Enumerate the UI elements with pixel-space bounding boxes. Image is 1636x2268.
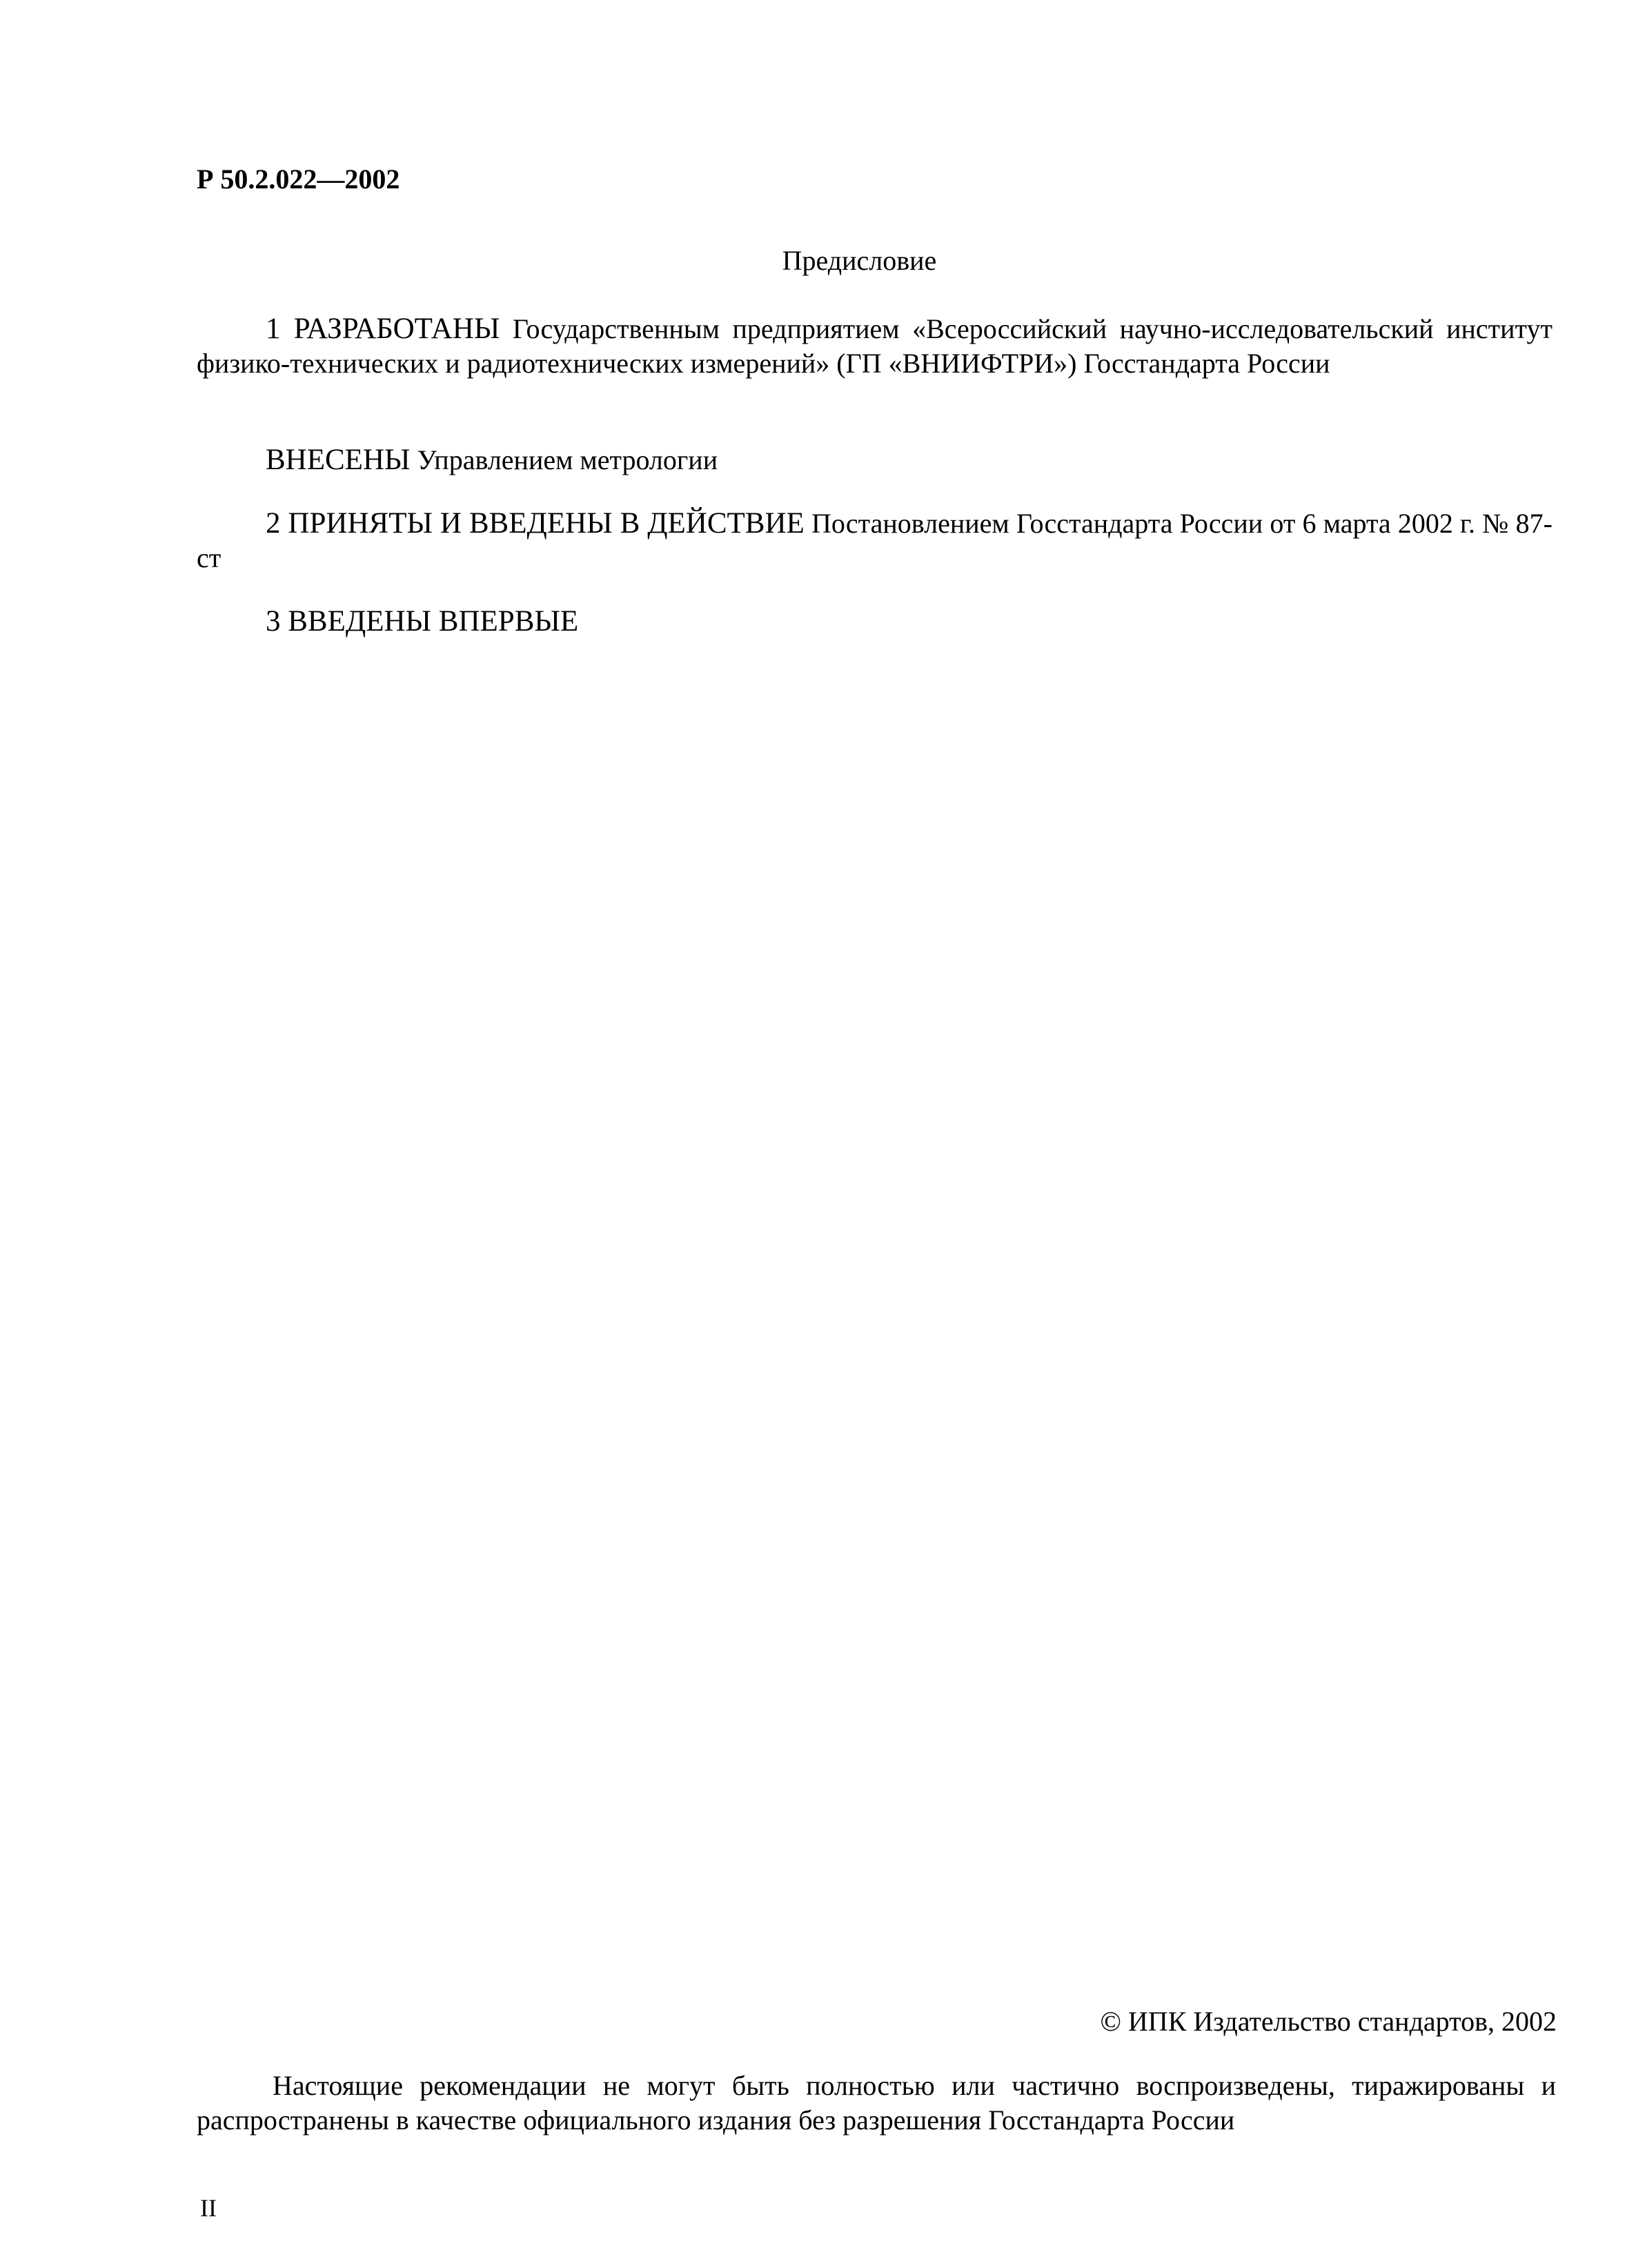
foreword-item-developed — [197, 312, 1553, 381]
foreword-item-text: Постановлением Госстандарта России от 6 марта 2002 г. № 87-ст — [197, 508, 1553, 573]
foreword-item-lead: 3 ВВЕДЕНЫ ВПЕРВЫЕ — [266, 605, 579, 638]
foreword-item-lead: ВНЕСЕНЫ — [266, 444, 411, 476]
foreword-title: Предисловие — [782, 245, 937, 276]
foreword-item-submitted — [197, 443, 1553, 477]
foreword-item-text: Управлением метрологии — [410, 444, 718, 475]
foreword-item-adopted — [197, 506, 1553, 575]
foreword-item-first-introduced — [197, 604, 1553, 639]
foreword-item-lead: 2 ПРИНЯТЫ И ВВЕДЕНЫ В ДЕЙСТВИЕ — [266, 507, 805, 540]
foreword-item-lead: 1 РАЗРАБОТАНЫ — [266, 313, 500, 345]
page-number: II — [200, 2194, 217, 2222]
reproduction-notice: Настоящие рекомендации не могут быть полностью или частично воспроизведены, тиражированы и распространены в качестве официального издания без разрешения Госстандарта России — [197, 2070, 1556, 2136]
foreword-item-text: Государственным предприятием «Всероссийский научно-исследовательский институт физико-технических и радиотехнических измерений» (ГП «ВНИИФТРИ») Госстандарта России — [197, 313, 1553, 379]
document-code: Р 50.2.022—2002 — [197, 164, 400, 195]
copyright-line: © ИПК Издательство стандартов, 2002 — [1100, 2006, 1557, 2037]
